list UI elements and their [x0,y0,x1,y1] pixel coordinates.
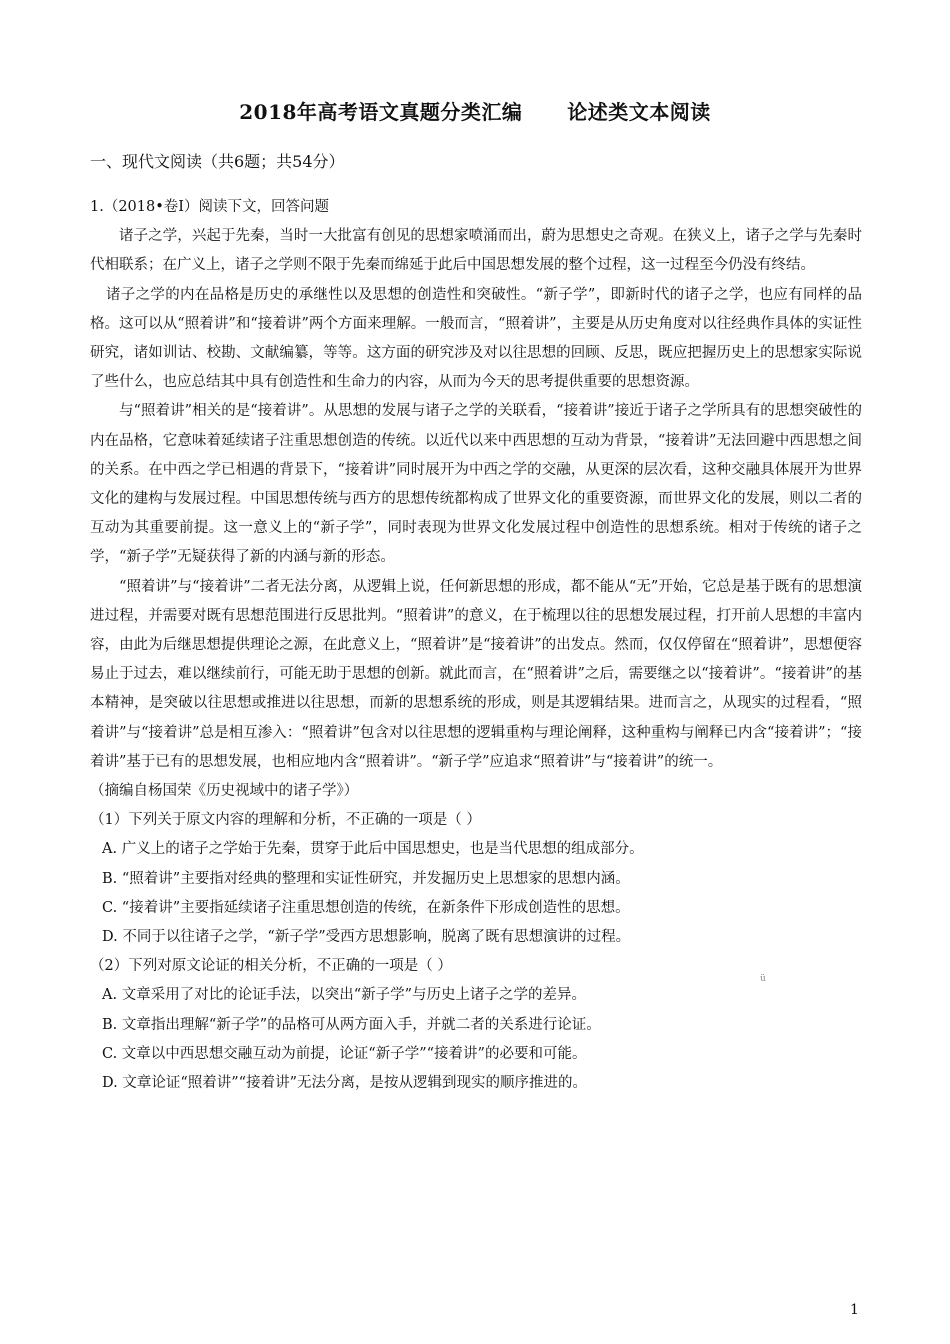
page-title: 2018年高考语文真题分类汇编 论述类文本阅读 [239,100,711,124]
stray-mark: ü [760,974,766,984]
question-1-option-d: D. 不同于以往诸子之学，“新子学”受西方思想影响，脱离了既有思想演讲的过程。 [102,929,631,946]
question-1-option-a: A. 广义上的诸子之学始于先秦，贯穿于此后中国思想史，也是当代思想的组成部分。 [102,841,644,858]
passage-source: （摘编自杨国荣《历史视域中的诸子学》） [90,783,359,800]
page-number: 1 [850,1302,859,1318]
question-2-option-c: C. 文章以中西思想交融互动为前提，论证“新子学”“接着讲”的必要和可能。 [102,1045,587,1062]
passage-paragraph-3: 与“照着讲”相关的是“接着讲”。从思想的发展与诸子之学的关联看，“接着讲”接近于诸子之学所具有的思想突破性的内在品格，它意味着延续诸子注重思想创造的传统。以近代以来中西思想的互动为背景，“接着讲”无法回避中西思想之间的关系。在中西之学已相遇的背景下，“接着讲”同时展开为中西之学的交融，从更深的层次看，这种交融具体展开为世界文化的建构与发展过程。中国思想传统与西方的思想传统都构成了世界文化的重要资源，而世界文化的发展，则以二者的互动为其重要前提。这一意义上的“新子学”，同时表现为世界文化发展过程中创造性的思想系统。相对于传统的诸子之学，“新子学”无疑获得了新的内涵与新的形态。 [90,403,862,566]
question-2-option-d: D. 文章论证“照着讲”“接着讲”无法分离，是按从逻辑到现实的顺序推进的。 [102,1075,587,1092]
question-1-option-c: C. “接着讲”主要指延续诸子注重思想创造的传统，在新条件下形成创造性的思想。 [102,899,630,916]
question-2-option-a: A. 文章采用了对比的论证手法，以突出“新子学”与历史上诸子之学的差异。 [102,987,587,1004]
passage-paragraph-1: 诸子之学，兴起于先秦，当时一大批富有创见的思想家喷涌而出，蔚为思想史之奇观。在狭义上，诸子之学与先秦时代相联系；在广义上，诸子之学则不限于先秦而绵延于此后中国思想发展的整个过程，这一过程至今仍没有终结。 [90,228,862,274]
passage-paragraph-2: 诸子之学的内在品格是历史的承继性以及思想的创造性和突破性。“新子学”，即新时代的诸子之学，也应有同样的品格。这可以从“照着讲”和“接着讲”两个方面来理解。一般而言，“照着讲”，主要是从历史角度对以往经典作具体的实证性研究，诸如训诂、校勘、文献编纂，等等。这方面的研究涉及对以往思想的回顾、反思，既应把握历史上的思想家实际说了些什么，也应总结其中具有创造性和生命力的内容，从而为今天的思考提供重要的思想资源。 [90,286,862,391]
question-intro: 1.（2018•卷Ⅰ）阅读下文，回答问题 [90,199,330,215]
question-1-option-b: B. “照着讲”主要指对经典的整理和实证性研究，并发掘历史上思想家的思想内涵。 [102,870,630,887]
question-content [90,193,862,1098]
section-header: 一、现代文阅读（共6题；共54分） [90,152,345,171]
question-2-stem: （2）下列对原文论证的相关分析，不正确的一项是（ ） [90,958,452,975]
question-1-stem: （1）下列关于原文内容的理解和分析，不正确的一项是（ ） [90,812,481,829]
question-2-option-b: B. 文章指出理解“新子学”的品格可从两方面入手，并就二者的关系进行论证。 [102,1016,601,1033]
passage-paragraph-4: “照着讲”与“接着讲”二者无法分离，从逻辑上说，任何新思想的形成，都不能从“无”开始，它总是基于既有的思想演进过程，并需要对既有思想范围进行反思批判。“照着讲”的意义，在于梳理以往的思想发展过程，打开前人思想的丰富内容，由此为后继思想提供理论之源，在此意义上，“照着讲”是“接着讲”的出发点。然而，仅仅停留在“照着讲”，思想便容易止于过去，难以继续前行，可能无助于思想的创新。就此而言，在“照着讲”之后，需要继之以“接着讲”。“接着讲”的基本精神，是突破以往思想或推进以往思想，而新的思想系统的形成，则是其逻辑结果。进而言之，从现实的过程看，“照着讲”与“接着讲”总是相互渗入：“照着讲”包含对以往思想的逻辑重构与理论阐释，这种重构与阐释已内含“接着讲”；“接着讲”基于已有的思想发展，也相应地内含“照着讲”。“新子学”应追求“照着讲”与“接着讲”的统一。 [90,578,862,770]
